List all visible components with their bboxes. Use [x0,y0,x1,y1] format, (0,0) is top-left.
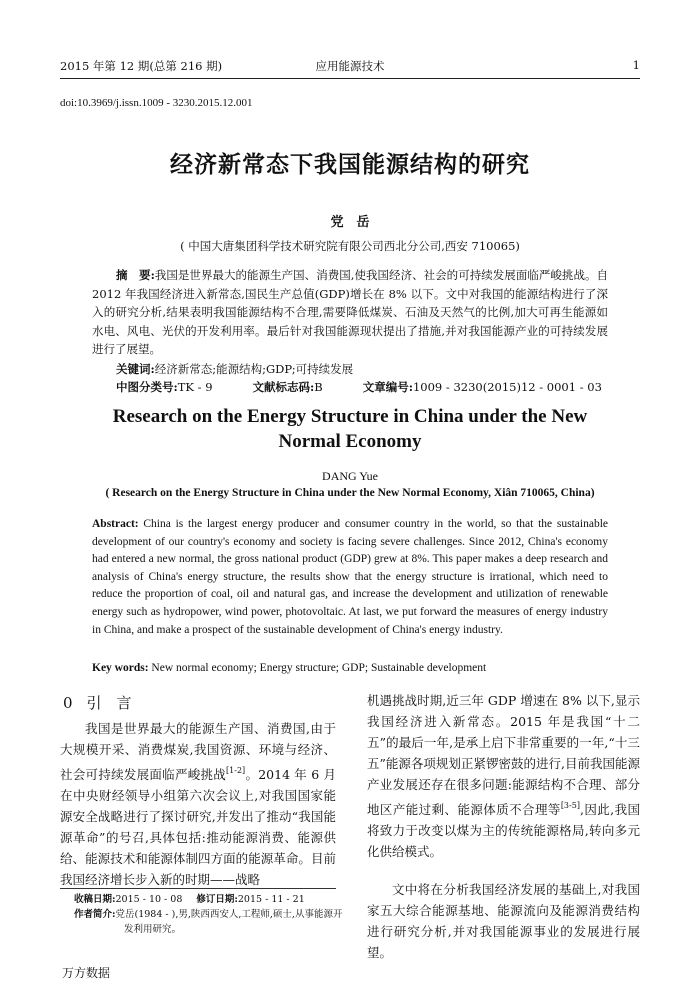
abstract-en-text: China is the largest energy producer and consumer country in the world, so that the sustainable development of our country's economy and society is facing severe challenges. Since 2012, China's economy had entered a new normal, the gross national product (GDP) grew at 8%. This paper makes a deep research and analysis of China's energy structure, the results show that the energy structure is irrational, which need to reduce the proportion of coal, oil and natural gas, and increase the development and utilization of renewable energy such as hydropower, wind power, photovoltaic. At last, we put forward the measures of energy industry in China, and make a prospect of the sustainable development of China's energy industry. [92,518,609,636]
header-rule [60,78,640,79]
keywords-en [92,662,608,674]
doc-code-value: B [314,380,323,394]
author-bio-text: 党岳(1984 - ),男,陕西西安人,工程师,硕士,从事能源开发利用研究。 [115,909,343,935]
keywords-cn-text: 经济新常态;能源结构;GDP;可持续发展 [154,362,354,376]
title-en-line1: Research on the Energy Structure in China under the New [112,406,588,427]
watermark: 万方数据 [62,966,111,980]
doi: doi:10.3969/j.issn.1009 - 3230.2015.12.001 [60,97,253,109]
classification-line [116,378,616,397]
clc-label: 中图分类号: [116,380,178,394]
article-no-label: 文章编号: [362,380,413,394]
doc-code-label: 文献标志码: [252,380,315,394]
abstract-en-label: Abstract: [92,518,139,530]
intro-left-text2: 。2014 年 6 月在中央财经领导小组第六次会议上,对我国国家能源安全战略进行了探讨研究,并发出了推动“我国能源革命”的号召,具体包括:推动能源消费、能源供给、能源技术和能源体制四方面的能源革命。目前我国经济增长步入新的时期——战略 [60,767,336,887]
abstract-cn [92,266,608,359]
abstract-cn-label: 摘 要: [116,268,155,282]
section-0-number: 0 [63,694,73,712]
keywords-cn [116,360,608,379]
intro-left-text: 我国是世界最大的能源生产国、消费国,由于大规模开采、消费煤炭,我国资源、环境与经济、社会可持续发展面临严峻挑战 [60,721,336,782]
footnote-dates [74,892,344,907]
intro-paragraph-left [60,718,336,890]
intro-right-text: 机遇挑战时期,近三年 GDP 增速在 8% 以下,显示我国经济进入新常态。2015 年是我国“十二五”的最后一年,是承上启下非常重要的一年,“十三五”能源各项规划正紧锣密鼓的进行,目前我国能源产业发展还存在很多问题:能源结构不合理、部分地区产能过剩、能源体质不合理等 [367,693,640,817]
header-journal: 应用能源技术 [315,59,385,73]
intro-right-cite: [3-5] [560,801,580,810]
affiliation-cn: ( 中国大唐集团科学技术研究院有限公司西北分公司,西安 710065) [180,239,520,253]
revised-date: 2015 - 11 - 21 [237,894,305,905]
received-date: 2015 - 10 - 08 [115,894,183,905]
header-issue: 2015 年第 12 期(总第 216 期) [60,59,223,73]
keywords-en-text: New normal economy; Energy structure; GDP; Sustainable development [151,662,487,674]
title-en-line2: Normal Economy [278,431,422,452]
footnote [74,892,344,937]
abstract-cn-text: 我国是世界最大的能源生产国、消费国,使我国经济、社会的可持续发展面临严峻挑战。自 2012 年我国经济进入新常态,国民生产总值(GDP)增长在 8% 以下。文中对我国的能源结构进行了深入的研究分析,结果表明我国能源结构不合理,需要降低煤炭、石油及天然气的比例,加大可再生能源如水电、风电、光伏的开发利用率。最后针对我国能源现状提出了措施,并对我国能源产业的可持续发展进行了展望。 [92,268,608,356]
article-no-value: 1009 - 3230(2015)12 - 0001 - 03 [412,380,602,394]
keywords-cn-label: 关键词: [116,362,155,376]
received-label: 收稿日期: [74,894,116,905]
author-en: DANG Yue [322,469,378,483]
intro-right-text2: ,因此,我国将致力于改变以煤为主的传统能源格局,转向多元化供给模式。 [367,802,640,859]
intro-paragraph-right-2: 文中将在分析我国经济发展的基础上,对我国家五大综合能源基地、能源流向及能源消费结构进行研究分析,并对我国能源事业的发展进行展望。 [367,882,640,960]
footnote-author [74,907,344,937]
footnote-rule [60,888,336,889]
title-cn: 经济新常态下我国能源结构的研究 [170,151,530,178]
intro-left-cite: [1-2] [226,766,246,775]
author-cn: 党 岳 [330,215,370,230]
keywords-en-label: Key words: [92,662,149,674]
abstract-en [92,516,608,639]
intro-paragraph-right [367,690,640,862]
author-bio-label: 作者简介: [74,909,116,920]
revised-label: 修订日期: [196,894,238,905]
clc-value: TK - 9 [177,380,213,394]
header-page-number: 1 [632,58,640,72]
affiliation-en: ( Research on the Energy Structure in China under the New Normal Economy, Xiân 710065, China) [105,487,595,499]
section-0-heading [63,692,146,713]
section-0-title: 引 言 [86,694,132,712]
